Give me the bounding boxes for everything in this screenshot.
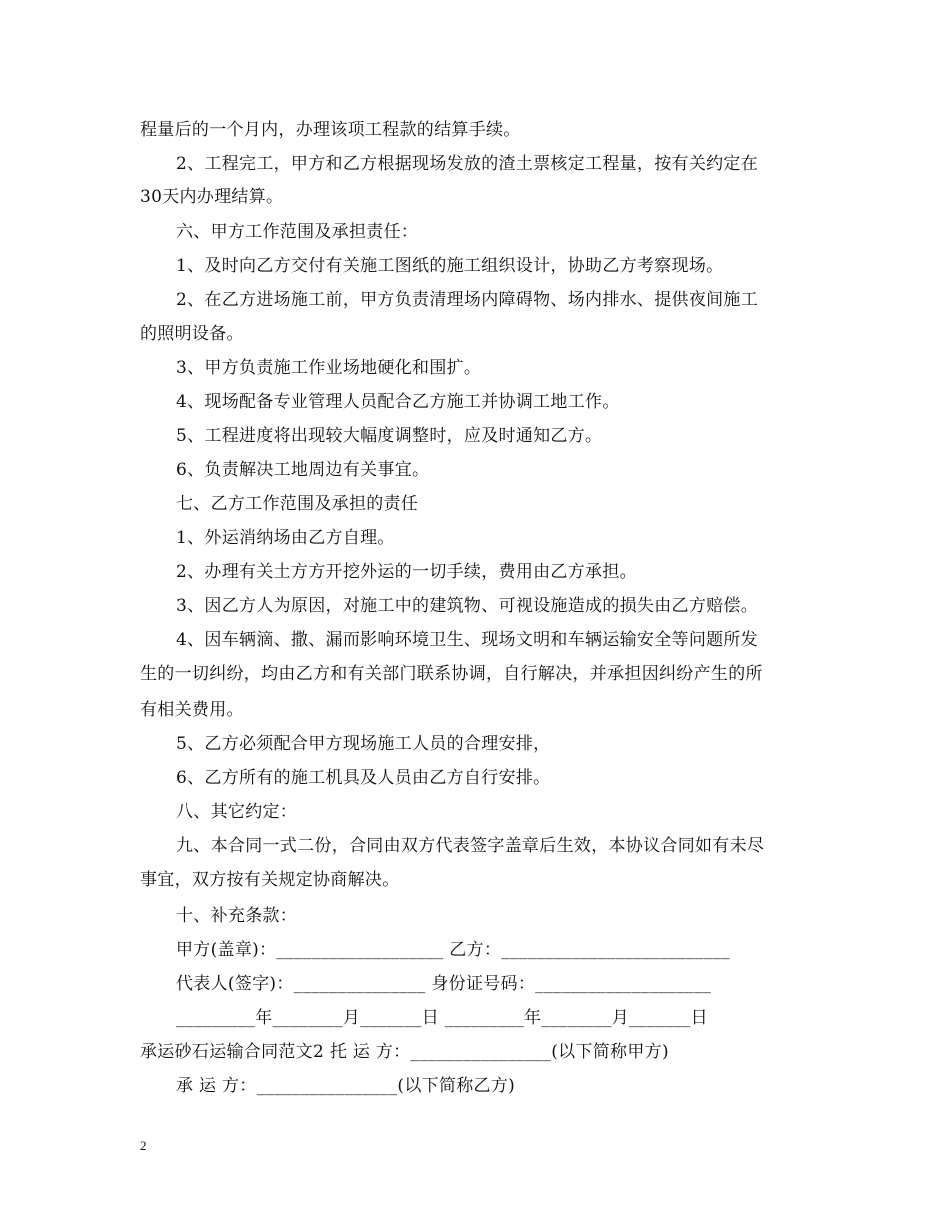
text-line: 2、工程完工，甲方和乙方根据现场发放的渣土票核定工程量，按有关约定在	[176, 154, 759, 174]
text-line: 3、因乙方人为原因，对施工中的建筑物、可视设施造成的损失由乙方赔偿。	[176, 596, 759, 616]
text-line: 6、乙方所有的施工机具及人员由乙方自行安排。	[176, 768, 551, 788]
text-line: 有相关费用。	[140, 700, 244, 720]
section-heading: 八、其它约定：	[176, 802, 298, 822]
signature-line-party-a: 甲方(盖章)：___________________ 乙方：__________________________	[176, 940, 730, 960]
text-line: 事宜，双方按有关规定协商解决。	[140, 870, 400, 890]
carrier-line: 承 运 方：________________(以下简称乙方)	[176, 1076, 516, 1096]
text-line: 5、乙方必须配合甲方现场施工人员的合理安排，	[176, 734, 551, 754]
text-line: 2、在乙方进场施工前，甲方负责清理场内障碍物、场内排水、提供夜间施工	[176, 290, 759, 310]
text-line: 1、及时向乙方交付有关施工图纸的施工组织设计，协助乙方考察现场。	[176, 256, 724, 276]
text-line: 5、工程进度将出现较大幅度调整时，应及时通知乙方。	[176, 426, 603, 446]
date-line: _________年________月_______日 _________年________月_______日	[176, 1008, 708, 1028]
section-heading: 六、甲方工作范围及承担责任：	[176, 222, 419, 242]
section-heading: 十、补充条款：	[176, 906, 298, 926]
contract-title-line: 承运砂石运输合同范文2 托 运 方：________________(以下简称甲方)	[140, 1042, 669, 1062]
text-line: 1、外运消纳场由乙方自理。	[176, 528, 395, 548]
signature-line-representative: 代表人(签字)：_______________ 身份证号码：____________________	[176, 974, 712, 994]
text-line: 的照明设备。	[140, 324, 244, 344]
text-line: 九、本合同一式二份，合同由双方代表签字盖章后生效，本协议合同如有未尽	[176, 836, 765, 856]
text-line: 4、因车辆滴、撒、漏而影响环境卫生、现场文明和车辆运输安全等问题所发	[176, 630, 759, 650]
text-line: 2、办理有关土方方开挖外运的一切手续，费用由乙方承担。	[176, 562, 637, 582]
text-line: 程量后的一个月内，办理该项工程款的结算手续。	[140, 120, 521, 140]
section-heading: 七、乙方工作范围及承担的责任	[176, 494, 419, 514]
text-line: 6、负责解决工地周边有关事宜。	[176, 460, 430, 480]
text-line: 3、甲方负责施工作业场地硬化和围扩。	[176, 358, 482, 378]
text-line: 生的一切纠纷，均由乙方和有关部门联系协调，自行解决，并承担因纠纷产生的所	[140, 664, 763, 684]
text-line: 4、现场配备专业管理人员配合乙方施工并协调工地工作。	[176, 392, 620, 412]
page-number: 2	[140, 1138, 147, 1153]
text-line: 30天内办理结算。	[140, 187, 284, 207]
